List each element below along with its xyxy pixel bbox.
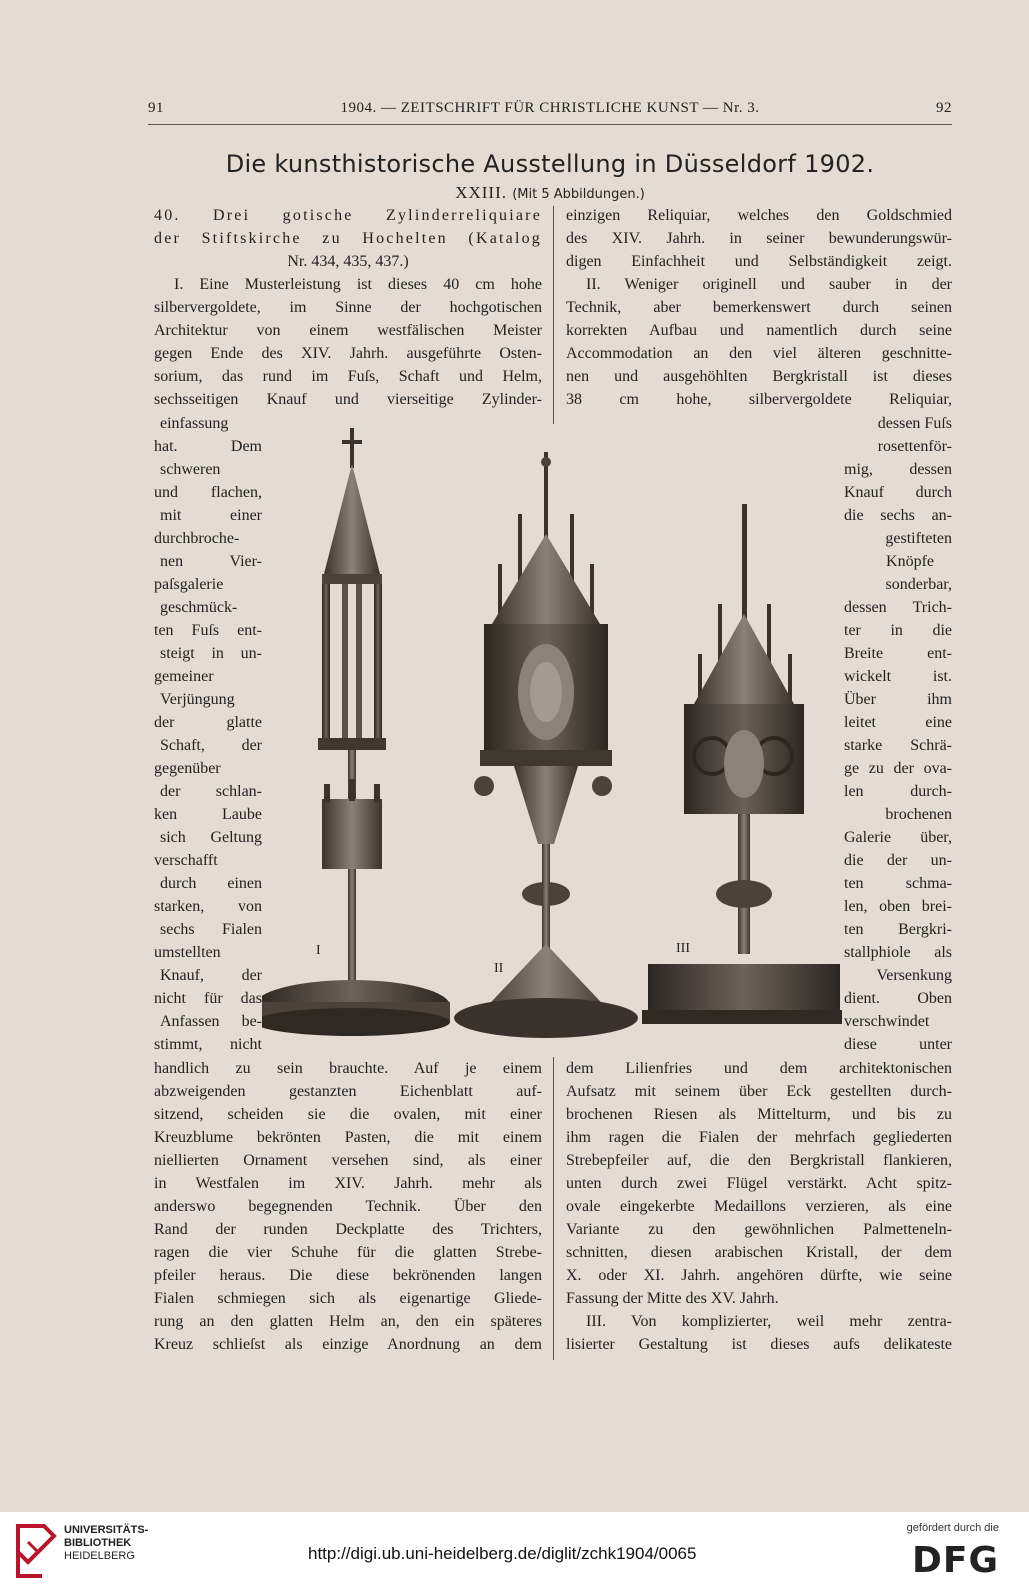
text-line: schnitten, diesen arabischen Kristall, der dem [566,1244,952,1261]
text-line: paſsgalerie [154,576,224,593]
text-line: sechs Fialen [160,921,262,938]
header-rule [148,124,952,125]
left-narrow-text [154,412,262,1056]
text-line: dem Lilienfries und dem architektonischen [566,1060,952,1077]
text-line: Fassung der Mitte des XV. Jahrh. [566,1290,779,1307]
text-line: sich Geltung [160,829,262,846]
text-line: abzweigenden gestanzten Eichenblatt auf- [154,1083,542,1100]
text-line: gestifteten [885,530,952,547]
text-line: dient. Oben [844,990,952,1007]
text-line: stimmt, nicht [154,1036,262,1053]
text-line: starke Schrä- [844,737,952,754]
text-line: leitet eine [844,714,952,731]
library-line-2: BIBLIOTHEK [64,1537,132,1549]
text-line: sorium, das rund im Fuſs, Schaft und Helm, [154,368,542,385]
running-header [148,100,952,122]
reliquary-1 [262,428,450,1036]
text-line: Versenkung [876,967,952,984]
text-line: II. Weniger originell und sauber in der [586,276,952,293]
reliquaries-illustration [262,424,842,1054]
text-line: verschafft [154,852,218,869]
text-line: gegenüber [154,760,221,777]
text-line: korrekten Aufbau und namentlich durch seine [566,322,952,339]
text-line: einfassung [160,415,229,432]
text-line: geschmück- [160,599,238,616]
text-line: silbervergoldete, im Sinne der hochgotischen [154,299,542,316]
text-line: sechsseitigen Knauf und vierseitige Zylinder- [154,391,542,408]
text-line: Aufsatz mit seinem über Eck gestellten durch- [566,1083,952,1100]
text-line: rung an den glatten Helm an, den ein späteres [154,1313,542,1330]
text-line: Anfassen be- [160,1013,262,1030]
text-line: brochenen Riesen als Mittelturm, und bis zu [566,1106,952,1123]
text-line: nen und ausgehöhlten Bergkristall ist dieses [566,368,952,385]
column-divider [553,1057,554,1360]
figure-label-3: III [676,941,690,956]
section-number: XXIII. [455,183,507,202]
text-line: ter in die [844,622,952,639]
right-column-bottom [566,1057,952,1356]
text-line: gegen Ende des XIV. Jahrh. ausgeführte Osten- [154,345,542,362]
text-line: durch einen [160,875,262,892]
text-line: Galerie über, [844,829,952,846]
text-line: umstellten [154,944,221,961]
column-divider [553,206,554,424]
text-line: nen Vier- [160,553,262,570]
text-line: Kreuz schlieſst als einzige Anordnung an dem [154,1336,542,1353]
text-line: der glatte [154,714,262,731]
library-line-3: HEIDELBERG [64,1550,135,1562]
library-line-1: UNIVERSITÄTS- [64,1524,149,1536]
text-line: und flachen, [154,484,262,501]
text-line: 38 cm hohe, silbervergoldete Reliquiar, [566,391,952,408]
section-heading [148,183,952,203]
text-line: len, oben brei- [844,898,952,915]
figure-label-1: I [316,943,321,958]
dfg-logo: DFG [911,1540,999,1581]
text-line: brochenen [885,806,952,823]
text-line: dessen Fuſs [877,415,952,432]
text-line: anderswo begegnenden Technik. Über den [154,1198,542,1215]
running-title: 1904. — ZEITSCHRIFT FÜR CHRISTLICHE KUNST — Nr. 3. [340,100,760,116]
text-line: sonderbar, [885,576,952,593]
figure-label-2: II [494,961,504,976]
text-line: mig, dessen [844,461,952,478]
text-line: durchbroche- [154,530,240,547]
library-name [64,1524,148,1563]
text-line: Breite ent- [844,645,952,662]
text-line: Knauf durch [844,484,952,501]
text-line: len durch- [844,783,952,800]
text-line: Technik, aber bemerkenswert durch seinen [566,299,952,316]
permalink[interactable]: http://digi.ub.uni-heidelberg.de/diglit/zchk1904/0065 [308,1544,697,1563]
right-narrow-text [844,412,952,1056]
text-line: schweren [160,461,221,478]
text-line: handlich zu sein brauchte. Auf je einem [154,1060,542,1077]
text-line: pfeiler heraus. Die diese bekrönenden langen [154,1267,542,1284]
text-line: Schaft, der [160,737,262,754]
text-line: nicht für das [154,990,262,1007]
text-line: Knauf, der [160,967,262,984]
text-line: Über ihm [844,691,952,708]
text-line: diese unter [844,1036,952,1053]
reliquary-3 [642,504,842,1024]
left-column-top [154,204,542,411]
text-line: Knöpfe [886,553,934,570]
text-line: der schlan- [160,783,262,800]
text-line: ten Fuſs ent- [154,622,262,639]
left-column-bottom [154,1057,542,1356]
text-line: ihm ragen die Fialen der mehrfach gegliederten [566,1129,952,1146]
text-line: stallphiole als [844,944,952,961]
text-line: lisierter Gestaltung ist dieses aufs delikateste [566,1336,952,1353]
text-line: ken Laube [154,806,262,823]
text-line: Kreuzblume bekrönten Pasten, die mit einem [154,1129,542,1146]
text-line: gemeiner [154,668,214,685]
text-line: Nr. 434, 435, 437.) [287,253,409,270]
text-line: des XIV. Jahrh. in seiner bewunderungswür- [566,230,952,247]
text-line: ten Bergkri- [844,921,952,938]
text-line: X. oder XI. Jahrh. angehören dürfte, wie seine [566,1267,952,1284]
text-line: niellierten Ornament versehen sind, als einer [154,1152,542,1169]
text-line: 40. Drei gotische Zylinderreliquiare [154,207,542,224]
text-line: einzigen Reliquiar, welches den Goldschmied [566,207,952,224]
reliquary-2 [454,452,638,1038]
text-line: dessen Trich- [844,599,952,616]
text-line: digen Einfachheit und Selbständigkeit zeigt. [566,253,952,270]
text-line: Fialen schmiegen sich als eigenartige Gliede- [154,1290,542,1307]
text-line: Verjüngung [160,691,235,708]
text-line: ge zu der ova- [844,760,952,777]
text-line: ten schma- [844,875,952,892]
text-line: ovale eingekerbte Medaillons verzieren, als eine [566,1198,952,1215]
text-line: ragen die vier Schuhe für die glatten Strebe- [154,1244,542,1261]
text-line: hat. Dem [154,438,262,455]
text-line: die der un- [844,852,952,869]
text-line: Variante zu den gewöhnlichen Palmetteneln- [566,1221,952,1238]
text-line: Accommodation an den viel älteren geschnitte- [566,345,952,362]
text-line: in Westfalen im XIV. Jahrh. mehr als [154,1175,542,1192]
university-library-logo-icon [14,1522,58,1580]
text-line: starken, von [154,898,262,915]
funding-note: gefördert durch die [906,1522,999,1534]
text-line: I. Eine Musterleistung ist dieses 40 cm hohe [174,276,542,293]
section-note: (Mit 5 Abbildungen.) [512,187,645,202]
text-line: Strebepfeiler auf, die den Bergkristall flankieren, [566,1152,952,1169]
text-line: der Stiftskirche zu Hochelten (Katalog [154,230,542,247]
page-number-left: 91 [148,100,164,116]
article-title: Die kunsthistorische Ausstellung in Düsseldorf 1902. [225,150,875,178]
text-line: Rand der runden Deckplatte des Trichters, [154,1221,542,1238]
text-line: steigt in un- [160,645,262,662]
right-column-top [566,204,952,411]
text-line: rosettenför- [877,438,952,455]
text-line: die sechs an- [844,507,952,524]
reliquaries-figure [262,424,842,1054]
text-line: mit einer [160,507,262,524]
text-line: unten durch zwei Flügel verstärkt. Acht spitz- [566,1175,952,1192]
text-line: III. Von komplizierter, weil mehr zentra- [586,1313,952,1330]
text-line: sitzend, scheiden sie die ovalen, mit einer [154,1106,542,1123]
text-line: Architektur von einem westfälischen Meister [154,322,542,339]
text-line: verschwindet [844,1013,930,1030]
page-number-right: 92 [936,100,952,116]
text-line: wickelt ist. [844,668,952,685]
